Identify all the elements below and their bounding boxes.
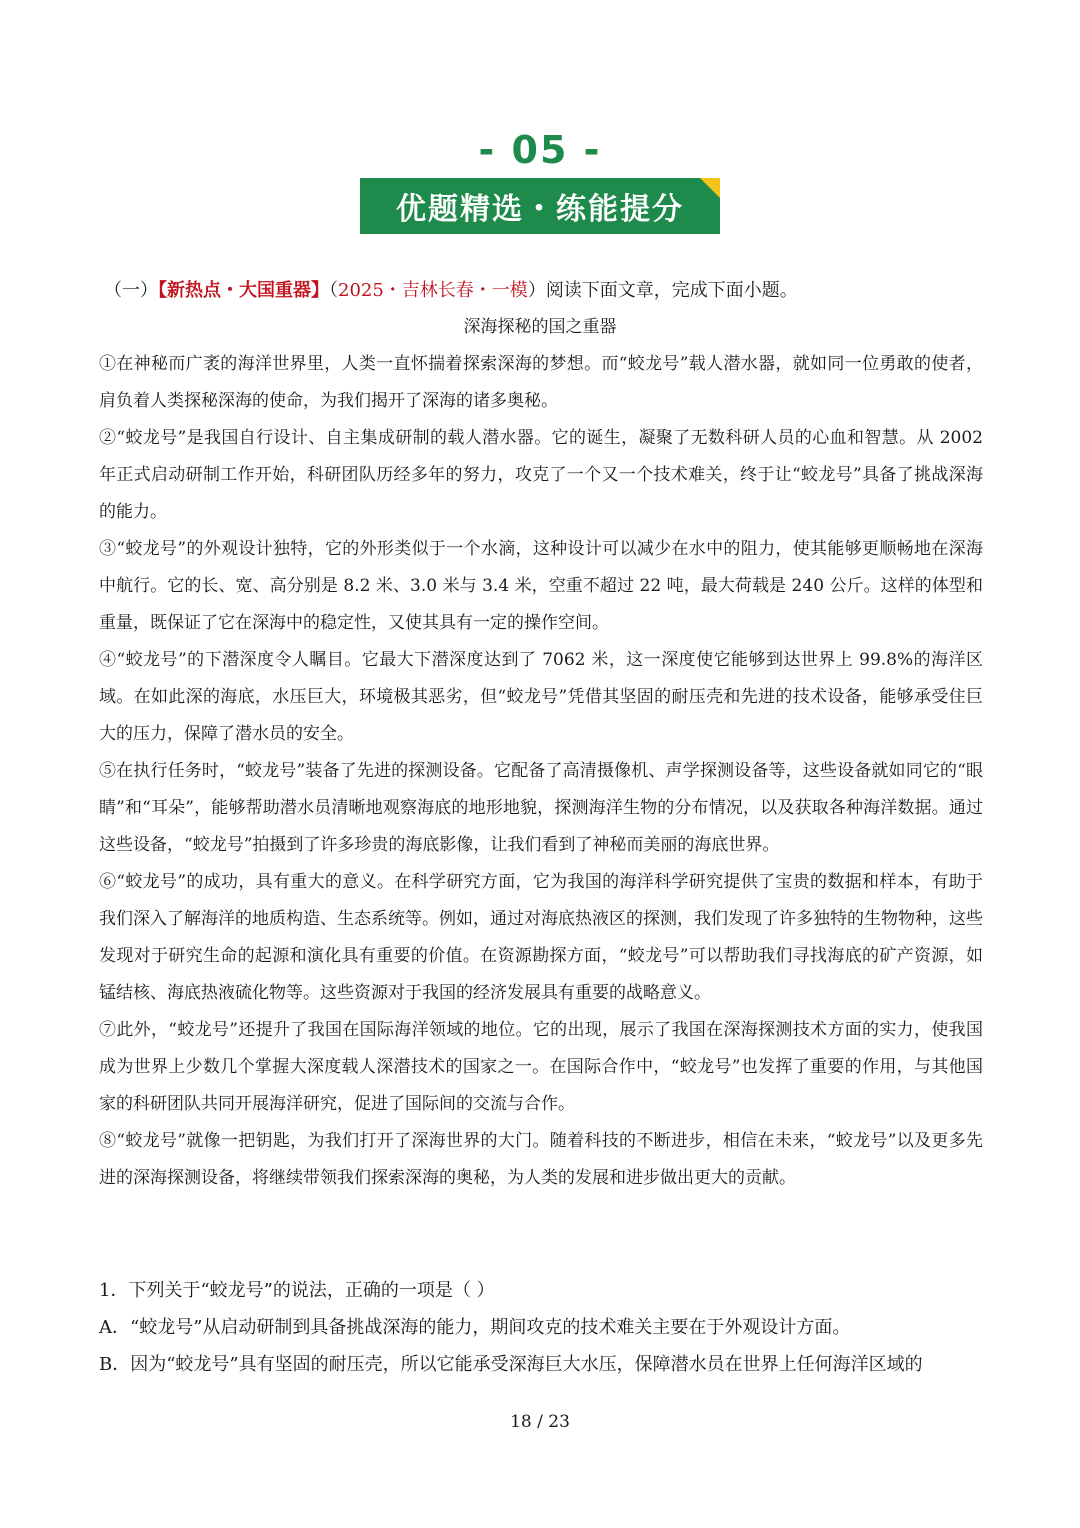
article-paragraph-7: ⑦此外，“蛟龙号”还提升了我国在国际海洋领域的地位。它的出现，展示了我国在深海探测技术方面的实力，使我国成为世界上少数几个掌握大深度载人深潜技术的国家之一。在国际合作中，“蛟龙号”也发挥了重要的作用，与其他国家的科研团队共同开展海洋研究，促进了国际间的交流与合作。 — [99, 1020, 983, 1114]
banner-text: 优题精选・练能提分 — [396, 192, 684, 227]
option-a: A．“蛟龙号”从启动研制到具备挑战深海的能力，期间攻克的技术难关主要在于外观设计方面。 — [99, 1317, 851, 1338]
intro-prefix: （一） — [104, 280, 158, 301]
intro-source-close: ） — [527, 280, 546, 301]
intro-source-open: （ — [329, 280, 338, 301]
article-title: 深海探秘的国之重器 — [463, 317, 617, 337]
option-b: B．因为“蛟龙号”具有坚固的耐压壳，所以它能承受深海巨大水压，保障潜水员在世界上任何海洋区域的 — [99, 1354, 923, 1375]
intro-instruction: 阅读下面文章，完成下面小题。 — [545, 280, 798, 301]
question-intro — [104, 278, 984, 304]
article-paragraph-1: ①在神秘而广袤的海洋世界里，人类一直怀揣着探索深海的梦想。而“蛟龙号”载人潜水器，就如同一位勇敢的使者，肩负着人类探秘深海的使命，为我们揭开了深海的诸多奥秘。 — [99, 354, 983, 411]
article-paragraph-3: ③“蛟龙号”的外观设计独特，它的外形类似于一个水滴，这种设计可以减少在水中的阻力，使其能够更顺畅地在深海中航行。它的长、宽、高分别是 8.2 米、3.0 米与 3.4 米，空重不超过 22 吨，最大荷载是 240 公斤。这样的体型和重量，既保证了它在深海中的稳定性，又使其具有一定的操作空间。 — [99, 539, 983, 633]
intro-tag: 【新热点・大国重器】 — [158, 280, 329, 301]
article-paragraph-5: ⑤在执行任务时，“蛟龙号”装备了先进的探测设备。它配备了高清摄像机、声学探测设备等，这些设备就如同它的“眼睛”和“耳朵”，能够帮助潜水员清晰地观察海底的地形地貌，探测海洋生物的分布情况，以及获取各种海洋数据。通过这些设备，“蛟龙号”拍摄到了许多珍贵的海底影像，让我们看到了神秘而美丽的海底世界。 — [99, 761, 983, 855]
banner-corner-decoration — [700, 178, 720, 198]
page-number: 18 / 23 — [510, 1412, 570, 1432]
article-paragraph-4: ④“蛟龙号”的下潜深度令人瞩目。它最大下潜深度达到了 7062 米，这一深度使它能够到达世界上 99.8%的海洋区域。在如此深的海底，水压巨大，环境极其恶劣，但“蛟龙号”凭借其坚固的耐压壳和先进的技术设备，能够承受住巨大的压力，保障了潜水员的安全。 — [99, 650, 983, 744]
article-paragraph-2: ②“蛟龙号”是我国自行设计、自主集成研制的载人潜水器。它的诞生，凝聚了无数科研人员的心血和智慧。从 2002 年正式启动研制工作开始，科研团队历经多年的努力，攻克了一个又一个技术难关，终于让“蛟龙号”具备了挑战深海的能力。 — [99, 428, 983, 522]
article-paragraph-6: ⑥“蛟龙号”的成功，具有重大的意义。在科学研究方面，它为我国的海洋科学研究提供了宝贵的数据和样本，有助于我们深入了解海洋的地质构造、生态系统等。例如，通过对海底热液区的探测，我们发现了许多独特的生物物种，这些发现对于研究生命的起源和演化具有重要的价值。在资源勘探方面，“蛟龙号”可以帮助我们寻找海底的矿产资源，如锰结核、海底热液硫化物等。这些资源对于我国的经济发展具有重要的战略意义。 — [99, 872, 983, 1003]
section-banner — [360, 178, 720, 234]
article-body — [99, 346, 983, 1197]
questions — [99, 1272, 983, 1383]
question-1: 1．下列关于“蛟龙号”的说法，正确的一项是（ ） — [99, 1280, 495, 1301]
section-number: - 05 - — [478, 128, 602, 172]
article-paragraph-8: ⑧“蛟龙号”就像一把钥匙，为我们打开了深海世界的大门。随着科技的不断进步，相信在未来，“蛟龙号”以及更多先进的深海探测设备，将继续带领我们探索深海的奥秘，为人类的发展和进步做出更大的贡献。 — [99, 1131, 983, 1188]
intro-source: 2025・吉林长春・一模 — [338, 280, 528, 301]
